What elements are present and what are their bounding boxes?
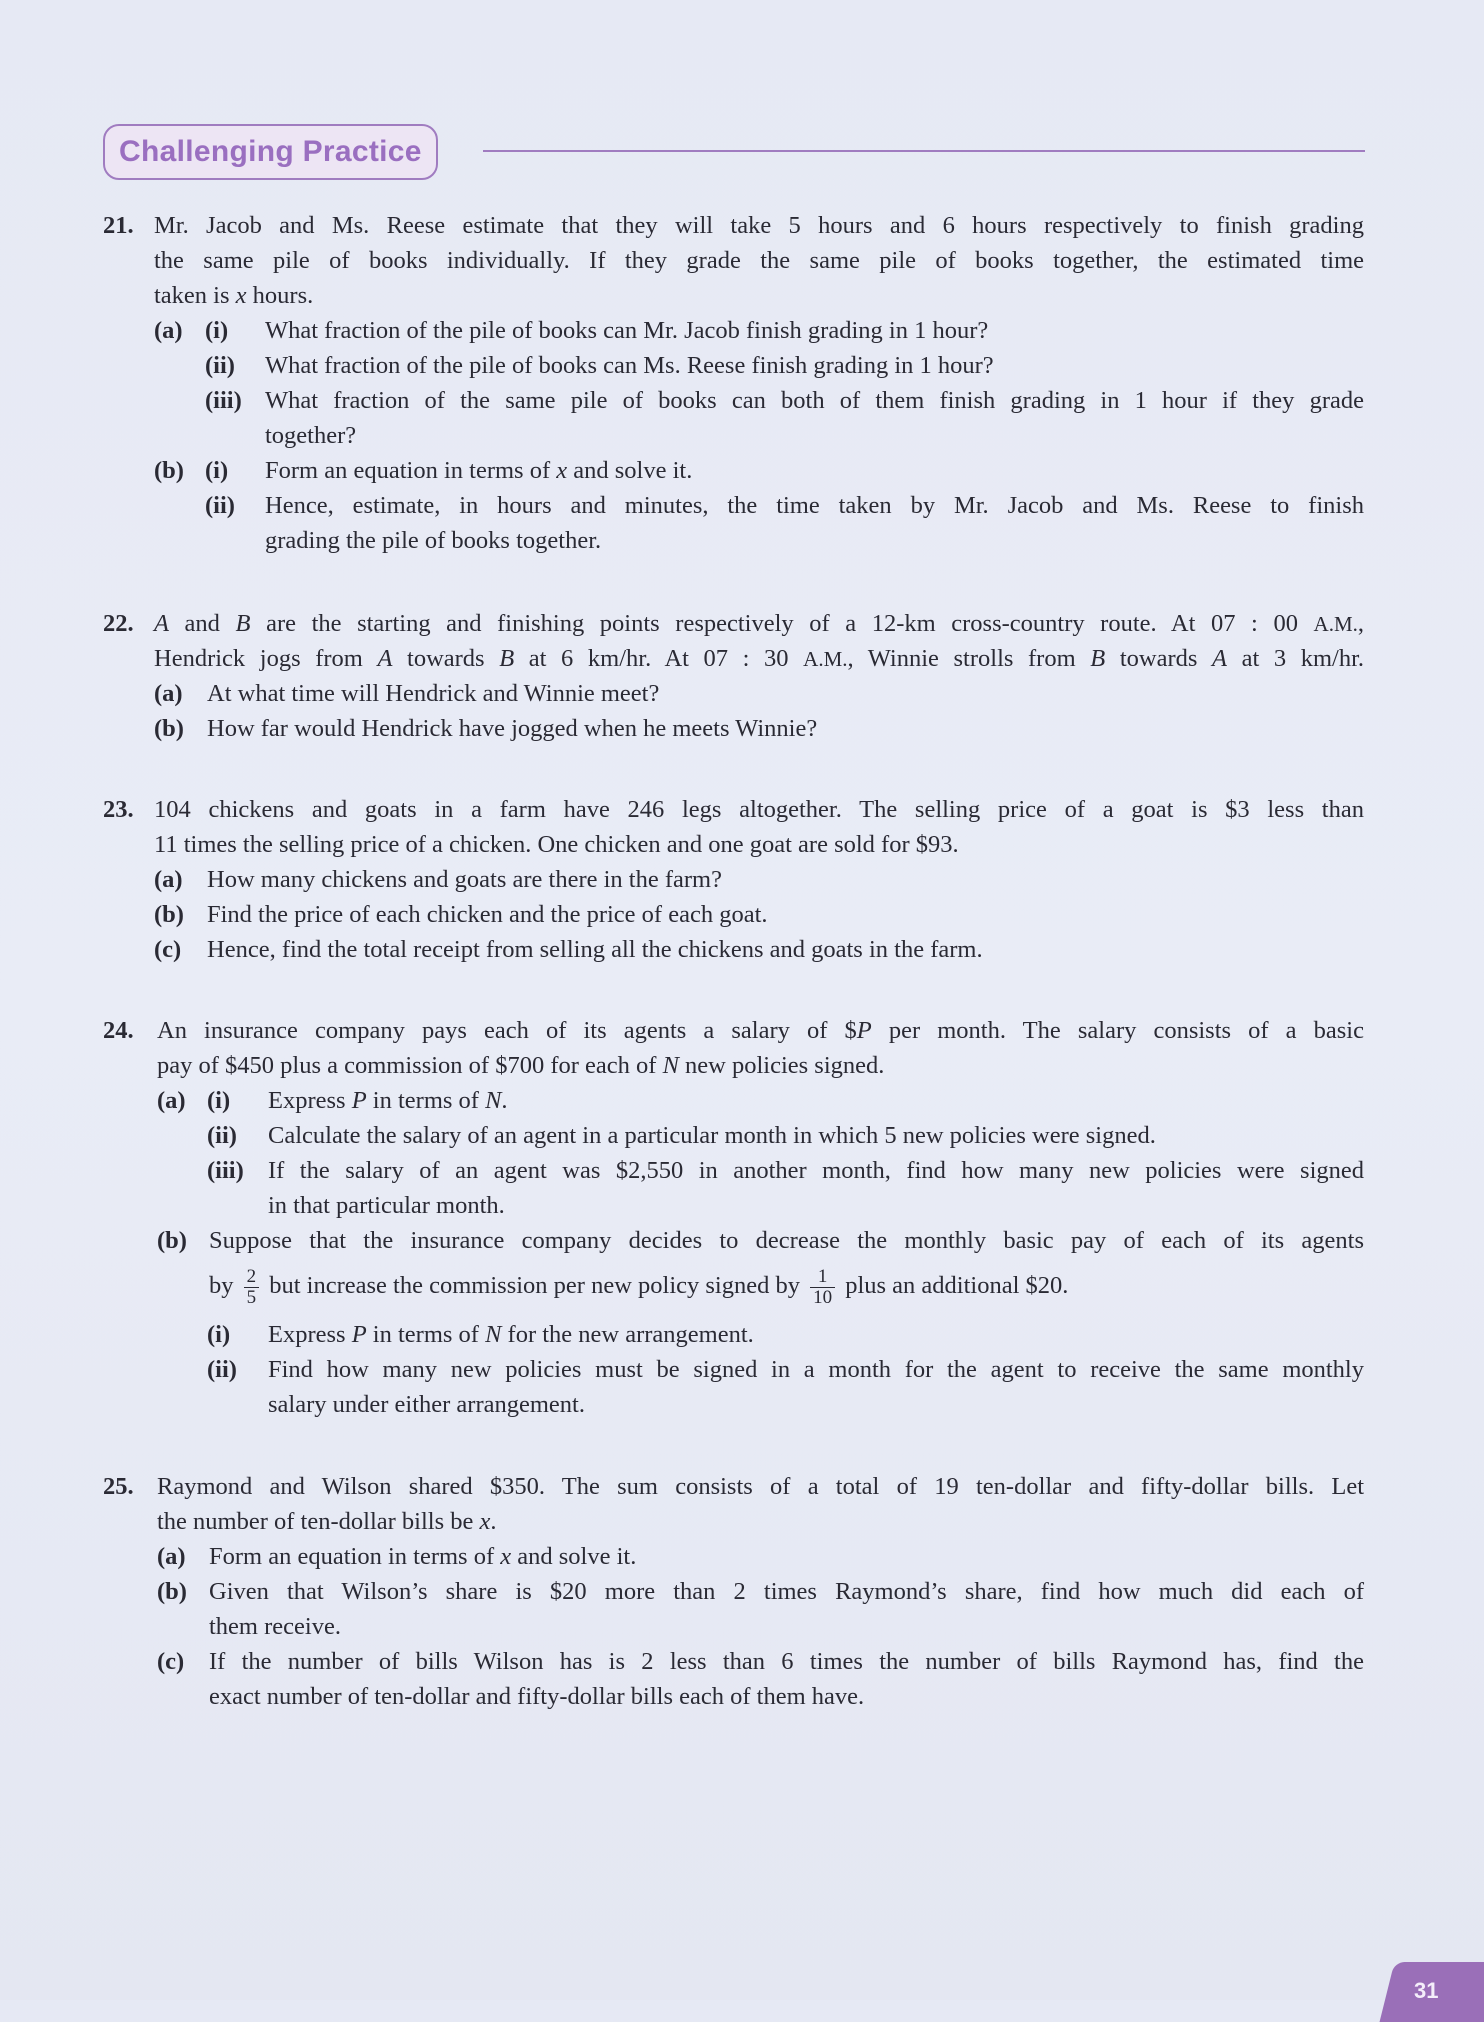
question-number: 25. [103,1473,134,1500]
part-label: (a) [154,680,183,707]
fraction-one-tenth: $\frac{1}{10}$ [810,1267,835,1308]
part-text: Form an equation in terms of x and solve it. [209,1543,637,1570]
page-number: 31 [1414,1978,1439,2003]
fraction-two-fifths: $\frac{2}{5}$ [244,1267,260,1308]
part-text: exact number of ten-dollar and fifty-dollar bills each of them have. [209,1683,865,1710]
part-text: Find the price of each chicken and the price of each goat. [207,901,768,928]
subpart-label: (i) [205,317,229,344]
part-text: Given that Wilson’s share is $20 more than 2 times Raymond’s share, find how much did each of [209,1578,1364,1605]
question-number: 23. [103,796,134,823]
subpart-text: Express P in terms of N for the new arrangement. [268,1321,754,1348]
subpart-label: (i) [207,1087,231,1114]
subpart-text: Form an equation in terms of x and solve it. [265,457,693,484]
part-label: (b) [154,901,184,928]
part-label: (b) [157,1227,187,1254]
question-text: Raymond and Wilson shared $350. The sum consists of a total of 19 ten-dollar and fifty-dollar bills. Let [157,1473,1364,1500]
part-text: How many chickens and goats are there in the farm? [207,866,722,893]
part-text: If the number of bills Wilson has is 2 less than 6 times the number of bills Raymond has, find the [209,1648,1364,1675]
question-text: 11 times the selling price of a chicken. One chicken and one goat are sold for $93. [154,831,959,858]
part-label: (b) [154,715,184,742]
question-text: taken is x hours. [154,282,314,309]
question-text: pay of $450 plus a commission of $700 for each of N new policies signed. [157,1052,885,1079]
subpart-text: salary under either arrangement. [268,1391,585,1418]
part-text: them receive. [209,1613,341,1640]
part-label: (b) [157,1578,187,1605]
subpart-text: Express P in terms of N. [268,1087,508,1114]
subpart-text: in that particular month. [268,1192,505,1219]
subpart-label: (iii) [207,1157,244,1184]
header-rule [483,150,1365,152]
part-text: Suppose that the insurance company decides to decrease the monthly basic pay of each of its agents [209,1227,1364,1254]
subpart-text: grading the pile of books together. [265,527,602,554]
question-text: the number of ten-dollar bills be x. [157,1508,497,1535]
part-text: by $\frac{2}{5}$ but increase the commission per new policy signed by $\frac{1}{10}$ plus an additional $20. [209,1265,1069,1308]
section-title: Challenging Practice [119,135,422,168]
question-number: 21. [103,212,134,239]
question-text: Hendrick jogs from A towards B at 6 km/hr. At 07 : 30 A.M., Winnie strolls from B towards A at 3 km/hr. [154,645,1365,672]
subpart-label: (ii) [205,492,235,519]
question-text: A and B are the starting and finishing points respectively of a 12-km cross-country route. At 07 : 00 A.M., [154,610,1364,637]
question-number: 24. [103,1017,134,1044]
part-label: (c) [157,1648,185,1675]
question-text: 104 chickens and goats in a farm have 246 legs altogether. The selling price of a goat is $3 less than [154,796,1364,823]
part-text: How far would Hendrick have jogged when he meets Winnie? [207,715,818,742]
section-title-badge [103,124,438,180]
subpart-label: (iii) [205,387,242,414]
part-label: (a) [157,1087,186,1114]
part-label: (b) [154,457,184,484]
subpart-label: (ii) [207,1356,237,1383]
subpart-text: What fraction of the pile of books can Ms. Reese finish grading in 1 hour? [265,352,994,379]
subpart-text: What fraction of the pile of books can Mr. Jacob finish grading in 1 hour? [265,317,989,344]
question-text: Mr. Jacob and Ms. Reese estimate that they will take 5 hours and 6 hours respectively to finish grading [154,212,1364,239]
subpart-label: (ii) [207,1122,237,1149]
subpart-label: (i) [205,457,229,484]
part-label: (a) [154,317,183,344]
question-text: An insurance company pays each of its agents a salary of $P per month. The salary consists of a basic [157,1017,1364,1044]
subpart-text: together? [265,422,357,449]
part-label: (a) [154,866,183,893]
subpart-text: Find how many new policies must be signed in a month for the agent to receive the same monthly [268,1356,1364,1383]
subpart-text: Hence, estimate, in hours and minutes, the time taken by Mr. Jacob and Ms. Reese to finish [265,492,1364,519]
question-number: 22. [103,610,134,637]
subpart-text: Calculate the salary of an agent in a particular month in which 5 new policies were signed. [268,1122,1156,1149]
subpart-label: (i) [207,1321,231,1348]
part-text: Hence, find the total receipt from selling all the chickens and goats in the farm. [207,936,983,963]
part-text: At what time will Hendrick and Winnie meet? [207,680,660,707]
subpart-label: (ii) [205,352,235,379]
subpart-text: If the salary of an agent was $2,550 in another month, find how many new policies were signed [268,1157,1364,1184]
question-text: the same pile of books individually. If they grade the same pile of books together, the estimated time [154,247,1364,274]
part-label: (a) [157,1543,186,1570]
subpart-text: What fraction of the same pile of books can both of them finish grading in 1 hour if they grade [265,387,1364,414]
section-header [103,124,1365,182]
part-label: (c) [154,936,182,963]
